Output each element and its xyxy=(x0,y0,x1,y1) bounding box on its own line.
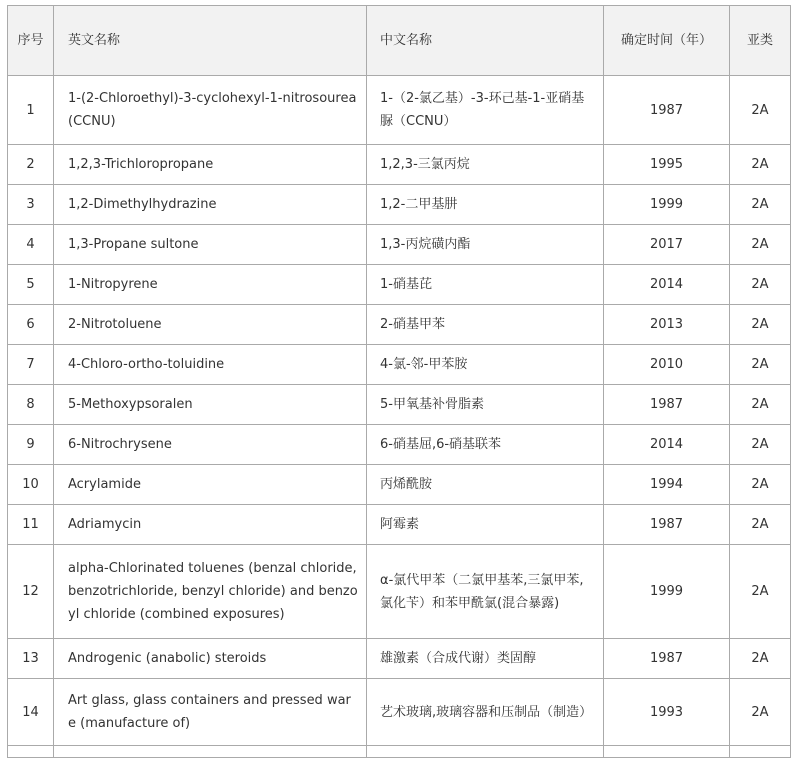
cell-chinese-name: 1,2-二甲基肼 xyxy=(367,185,604,225)
header-year: 确定时间（年） xyxy=(604,6,730,76)
cell-chinese-name: 4-氯-邻-甲苯胺 xyxy=(367,345,604,385)
cell-chinese-name: 1-（2-氯乙基）-3-环己基-1-亚硝基脲（CCNU） xyxy=(367,76,604,145)
cell-chinese-name: 1,2,3-三氯丙烷 xyxy=(367,145,604,185)
header-english-name: 英文名称 xyxy=(54,6,367,76)
cell-year: 1987 xyxy=(604,385,730,425)
cell-no: 8 xyxy=(8,385,54,425)
carcinogen-table xyxy=(7,5,791,758)
cell-no: 10 xyxy=(8,465,54,505)
cell-no: 1 xyxy=(8,76,54,145)
cell-chinese-name: 丙烯酰胺 xyxy=(367,465,604,505)
cell-chinese-name: α-氯代甲苯（二氯甲基苯,三氯甲苯,氯化苄）和苯甲酰氯(混合暴露) xyxy=(367,545,604,639)
header-no: 序号 xyxy=(8,6,54,76)
cell-empty xyxy=(367,746,604,758)
cell-english-name: 1-(2-Chloroethyl)-3-cyclohexyl-1-nitrosourea (CCNU) xyxy=(54,76,367,145)
cell-year: 2013 xyxy=(604,305,730,345)
table-row xyxy=(8,185,791,225)
cell-english-name: 4-Chloro-ortho-toluidine xyxy=(54,345,367,385)
table-row xyxy=(8,145,791,185)
cell-chinese-name: 2-硝基甲苯 xyxy=(367,305,604,345)
cell-chinese-name: 1-硝基芘 xyxy=(367,265,604,305)
cell-group: 2A xyxy=(730,425,791,465)
cell-no: 4 xyxy=(8,225,54,265)
table-row xyxy=(8,545,791,639)
cell-english-name: 1,3-Propane sultone xyxy=(54,225,367,265)
cell-chinese-name: 雄激素（合成代谢）类固醇 xyxy=(367,639,604,679)
cell-english-name: alpha-Chlorinated toluenes (benzal chloride, benzotrichloride, benzyl chloride) and benzoyl chloride (combined exposures) xyxy=(54,545,367,639)
cell-group: 2A xyxy=(730,679,791,746)
table-row xyxy=(8,265,791,305)
header-row xyxy=(8,6,791,76)
cell-chinese-name: 6-硝基屈,6-硝基联苯 xyxy=(367,425,604,465)
cell-group: 2A xyxy=(730,345,791,385)
table-row xyxy=(8,639,791,679)
cell-year: 1987 xyxy=(604,505,730,545)
cell-english-name: Art glass, glass containers and pressed ware (manufacture of) xyxy=(54,679,367,746)
cell-group: 2A xyxy=(730,465,791,505)
table-row xyxy=(8,345,791,385)
cell-group: 2A xyxy=(730,545,791,639)
cell-empty xyxy=(54,746,367,758)
table-row-partial xyxy=(8,746,791,758)
cell-no: 12 xyxy=(8,545,54,639)
cell-no: 6 xyxy=(8,305,54,345)
cell-no: 2 xyxy=(8,145,54,185)
cell-year: 2010 xyxy=(604,345,730,385)
cell-year: 1993 xyxy=(604,679,730,746)
table-row xyxy=(8,76,791,145)
cell-year: 1987 xyxy=(604,76,730,145)
cell-year: 1994 xyxy=(604,465,730,505)
cell-group: 2A xyxy=(730,145,791,185)
cell-english-name: 2-Nitrotoluene xyxy=(54,305,367,345)
cell-english-name: 6-Nitrochrysene xyxy=(54,425,367,465)
table-row xyxy=(8,465,791,505)
cell-empty xyxy=(730,746,791,758)
cell-empty xyxy=(604,746,730,758)
cell-chinese-name: 阿霉素 xyxy=(367,505,604,545)
cell-english-name: Acrylamide xyxy=(54,465,367,505)
cell-group: 2A xyxy=(730,639,791,679)
table-row xyxy=(8,225,791,265)
cell-year: 2017 xyxy=(604,225,730,265)
cell-empty xyxy=(8,746,54,758)
cell-no: 13 xyxy=(8,639,54,679)
cell-group: 2A xyxy=(730,305,791,345)
cell-no: 5 xyxy=(8,265,54,305)
cell-year: 1987 xyxy=(604,639,730,679)
table-row xyxy=(8,505,791,545)
header-group: 亚类 xyxy=(730,6,791,76)
table-row xyxy=(8,385,791,425)
cell-year: 2014 xyxy=(604,265,730,305)
cell-english-name: Androgenic (anabolic) steroids xyxy=(54,639,367,679)
cell-year: 1999 xyxy=(604,185,730,225)
cell-no: 3 xyxy=(8,185,54,225)
header-chinese-name: 中文名称 xyxy=(367,6,604,76)
table-row xyxy=(8,679,791,746)
cell-english-name: 1,2,3-Trichloropropane xyxy=(54,145,367,185)
cell-english-name: 1-Nitropyrene xyxy=(54,265,367,305)
cell-no: 14 xyxy=(8,679,54,746)
cell-year: 2014 xyxy=(604,425,730,465)
cell-group: 2A xyxy=(730,185,791,225)
cell-english-name: Adriamycin xyxy=(54,505,367,545)
cell-year: 1999 xyxy=(604,545,730,639)
cell-group: 2A xyxy=(730,76,791,145)
cell-chinese-name: 5-甲氧基补骨脂素 xyxy=(367,385,604,425)
cell-group: 2A xyxy=(730,385,791,425)
cell-english-name: 1,2-Dimethylhydrazine xyxy=(54,185,367,225)
cell-no: 11 xyxy=(8,505,54,545)
table-row xyxy=(8,425,791,465)
cell-group: 2A xyxy=(730,225,791,265)
cell-group: 2A xyxy=(730,265,791,305)
cell-group: 2A xyxy=(730,505,791,545)
cell-no: 9 xyxy=(8,425,54,465)
cell-year: 1995 xyxy=(604,145,730,185)
cell-no: 7 xyxy=(8,345,54,385)
cell-chinese-name: 艺术玻璃,玻璃容器和压制品（制造） xyxy=(367,679,604,746)
cell-english-name: 5-Methoxypsoralen xyxy=(54,385,367,425)
table-row xyxy=(8,305,791,345)
cell-chinese-name: 1,3-丙烷磺内酯 xyxy=(367,225,604,265)
